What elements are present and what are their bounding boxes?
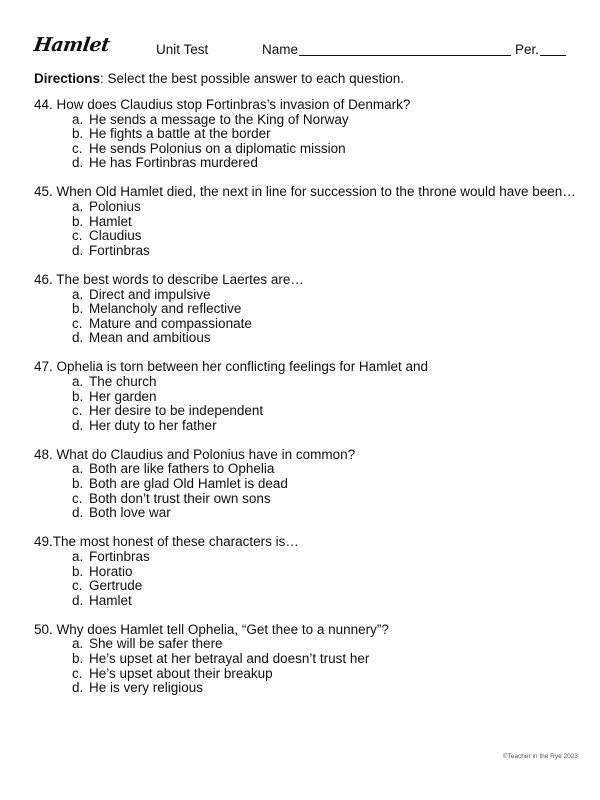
option-text: Both are glad Old Hamlet is dead: [89, 476, 288, 492]
option-letter: b.: [72, 301, 84, 317]
option-letter: a.: [72, 111, 84, 127]
question-item: [34, 535, 580, 608]
answer-option: [34, 506, 580, 521]
answer-option: [34, 156, 580, 171]
option-letter: d.: [72, 417, 84, 433]
option-letter: a.: [72, 374, 84, 389]
option-letter: c.: [72, 403, 83, 419]
option-text: Melancholy and reflective: [89, 301, 242, 317]
name-label: Name: [262, 42, 299, 57]
answer-option: [34, 375, 580, 390]
unit-test-label: Unit Test: [156, 42, 209, 57]
answer-option: [34, 667, 580, 682]
option-letter: d.: [72, 680, 84, 696]
answer-option: [34, 215, 580, 230]
option-letter: b.: [72, 388, 84, 404]
option-letter: b.: [72, 476, 84, 492]
option-text: He is very religious: [89, 680, 204, 696]
name-blank-line: [299, 55, 511, 56]
answer-option: [34, 652, 580, 667]
option-letter: c.: [72, 228, 83, 244]
answer-option: [34, 477, 580, 492]
question-item: [34, 98, 580, 171]
option-letter: c.: [72, 490, 83, 506]
option-letter: a.: [72, 286, 84, 302]
option-letter: b.: [72, 213, 84, 229]
option-text: Horatio: [89, 563, 133, 579]
answer-option: [34, 565, 580, 580]
period-blank-line: [540, 55, 566, 56]
brand-title: Hamlet: [32, 34, 111, 56]
answer-option: [34, 317, 580, 332]
option-text: Both are like fathers to Ophelia: [89, 461, 275, 477]
option-text: The church: [89, 374, 157, 389]
answer-options: [34, 375, 580, 433]
option-letter: d.: [72, 330, 84, 346]
question-item: [34, 360, 580, 433]
option-text: Hamlet: [89, 592, 132, 608]
option-text: Her garden: [89, 388, 157, 404]
option-text: Her desire to be independent: [89, 403, 264, 419]
answer-option: [34, 579, 580, 594]
directions-label: Directions: [34, 71, 101, 86]
option-letter: c.: [72, 578, 83, 594]
option-text: She will be safer there: [89, 636, 223, 652]
option-text: Both don’t trust their own sons: [89, 490, 271, 506]
option-text: Hamlet: [89, 213, 132, 229]
option-text: Claudius: [89, 228, 142, 244]
copyright-footer: ©Teacher in the Rye 2023: [502, 753, 578, 760]
option-text: Mature and compassionate: [89, 315, 252, 331]
option-text: Both love war: [89, 505, 171, 521]
answer-options: [34, 637, 580, 695]
answer-option: [34, 419, 580, 434]
option-letter: c.: [72, 315, 83, 331]
question-item: [34, 185, 580, 258]
answer-option: [34, 390, 580, 405]
answer-option: [34, 113, 580, 128]
option-text: Her duty to her father: [89, 417, 217, 433]
option-letter: a.: [72, 461, 84, 477]
option-text: He sends Polonius on a diplomatic mission: [89, 140, 346, 156]
option-letter: b.: [72, 563, 84, 579]
answer-options: [34, 113, 580, 171]
answer-option: [34, 288, 580, 303]
answer-option: [34, 142, 580, 157]
question-item: [34, 273, 580, 346]
answer-option: [34, 302, 580, 317]
option-text: Direct and impulsive: [89, 286, 211, 302]
option-letter: b.: [72, 651, 84, 666]
answer-options: [34, 288, 580, 346]
option-text: Gertrude: [89, 578, 143, 594]
option-letter: d.: [72, 155, 84, 171]
option-text: Mean and ambitious: [89, 330, 211, 346]
question-item: [34, 623, 580, 696]
answer-option: [34, 404, 580, 419]
answer-option: [34, 594, 580, 609]
option-letter: c.: [72, 140, 83, 156]
question-stem: 48. What do Claudius and Polonius have in common?: [34, 446, 356, 462]
option-letter: a.: [72, 199, 84, 215]
question-stem: 50. Why does Hamlet tell Ophelia, “Get thee to a nunnery”?: [34, 621, 389, 637]
answer-options: [34, 550, 580, 608]
question-stem: 49.The most honest of these characters is…: [34, 534, 299, 550]
option-letter: d.: [72, 505, 84, 521]
option-text: Polonius: [89, 199, 141, 215]
answer-option: [34, 681, 580, 696]
question-stem: 46. The best words to describe Laertes are…: [34, 271, 304, 287]
header: [32, 34, 570, 64]
question-stem: 47. Ophelia is torn between her conflicting feelings for Hamlet and: [34, 359, 428, 375]
answer-option: [34, 492, 580, 507]
question-item: [34, 448, 580, 521]
answer-option: [34, 229, 580, 244]
option-letter: a.: [72, 636, 84, 652]
option-text: Fortinbras: [89, 548, 150, 564]
answer-option: [34, 637, 580, 652]
option-letter: d.: [72, 592, 84, 608]
answer-options: [34, 462, 580, 520]
answer-option: [34, 200, 580, 215]
answer-option: [34, 550, 580, 565]
answer-option: [34, 127, 580, 142]
option-text: Fortinbras: [89, 242, 150, 258]
option-letter: d.: [72, 242, 84, 258]
option-text: He’s upset at her betrayal and doesn’t trust her: [89, 651, 370, 666]
option-text: He sends a message to the King of Norway: [89, 111, 349, 127]
option-letter: a.: [72, 548, 84, 564]
option-text: He fights a battle at the border: [89, 126, 271, 142]
question-list: [34, 98, 580, 710]
option-text: He’s upset about their breakup: [89, 665, 273, 681]
period-label: Per.: [515, 42, 540, 57]
answer-options: [34, 200, 580, 258]
directions-text: : Select the best possible answer to each question.: [100, 71, 404, 86]
answer-option: [34, 244, 580, 259]
directions: [34, 71, 404, 86]
answer-option: [34, 462, 580, 477]
option-letter: b.: [72, 126, 84, 142]
answer-option: [34, 331, 580, 346]
option-letter: c.: [72, 665, 83, 681]
question-stem: 45. When Old Hamlet died, the next in line for succession to the throne would have been…: [34, 184, 576, 200]
option-text: He has Fortinbras murdered: [89, 155, 258, 171]
question-stem: 44. How does Claudius stop Fortinbras’s invasion of Denmark?: [34, 97, 411, 112]
